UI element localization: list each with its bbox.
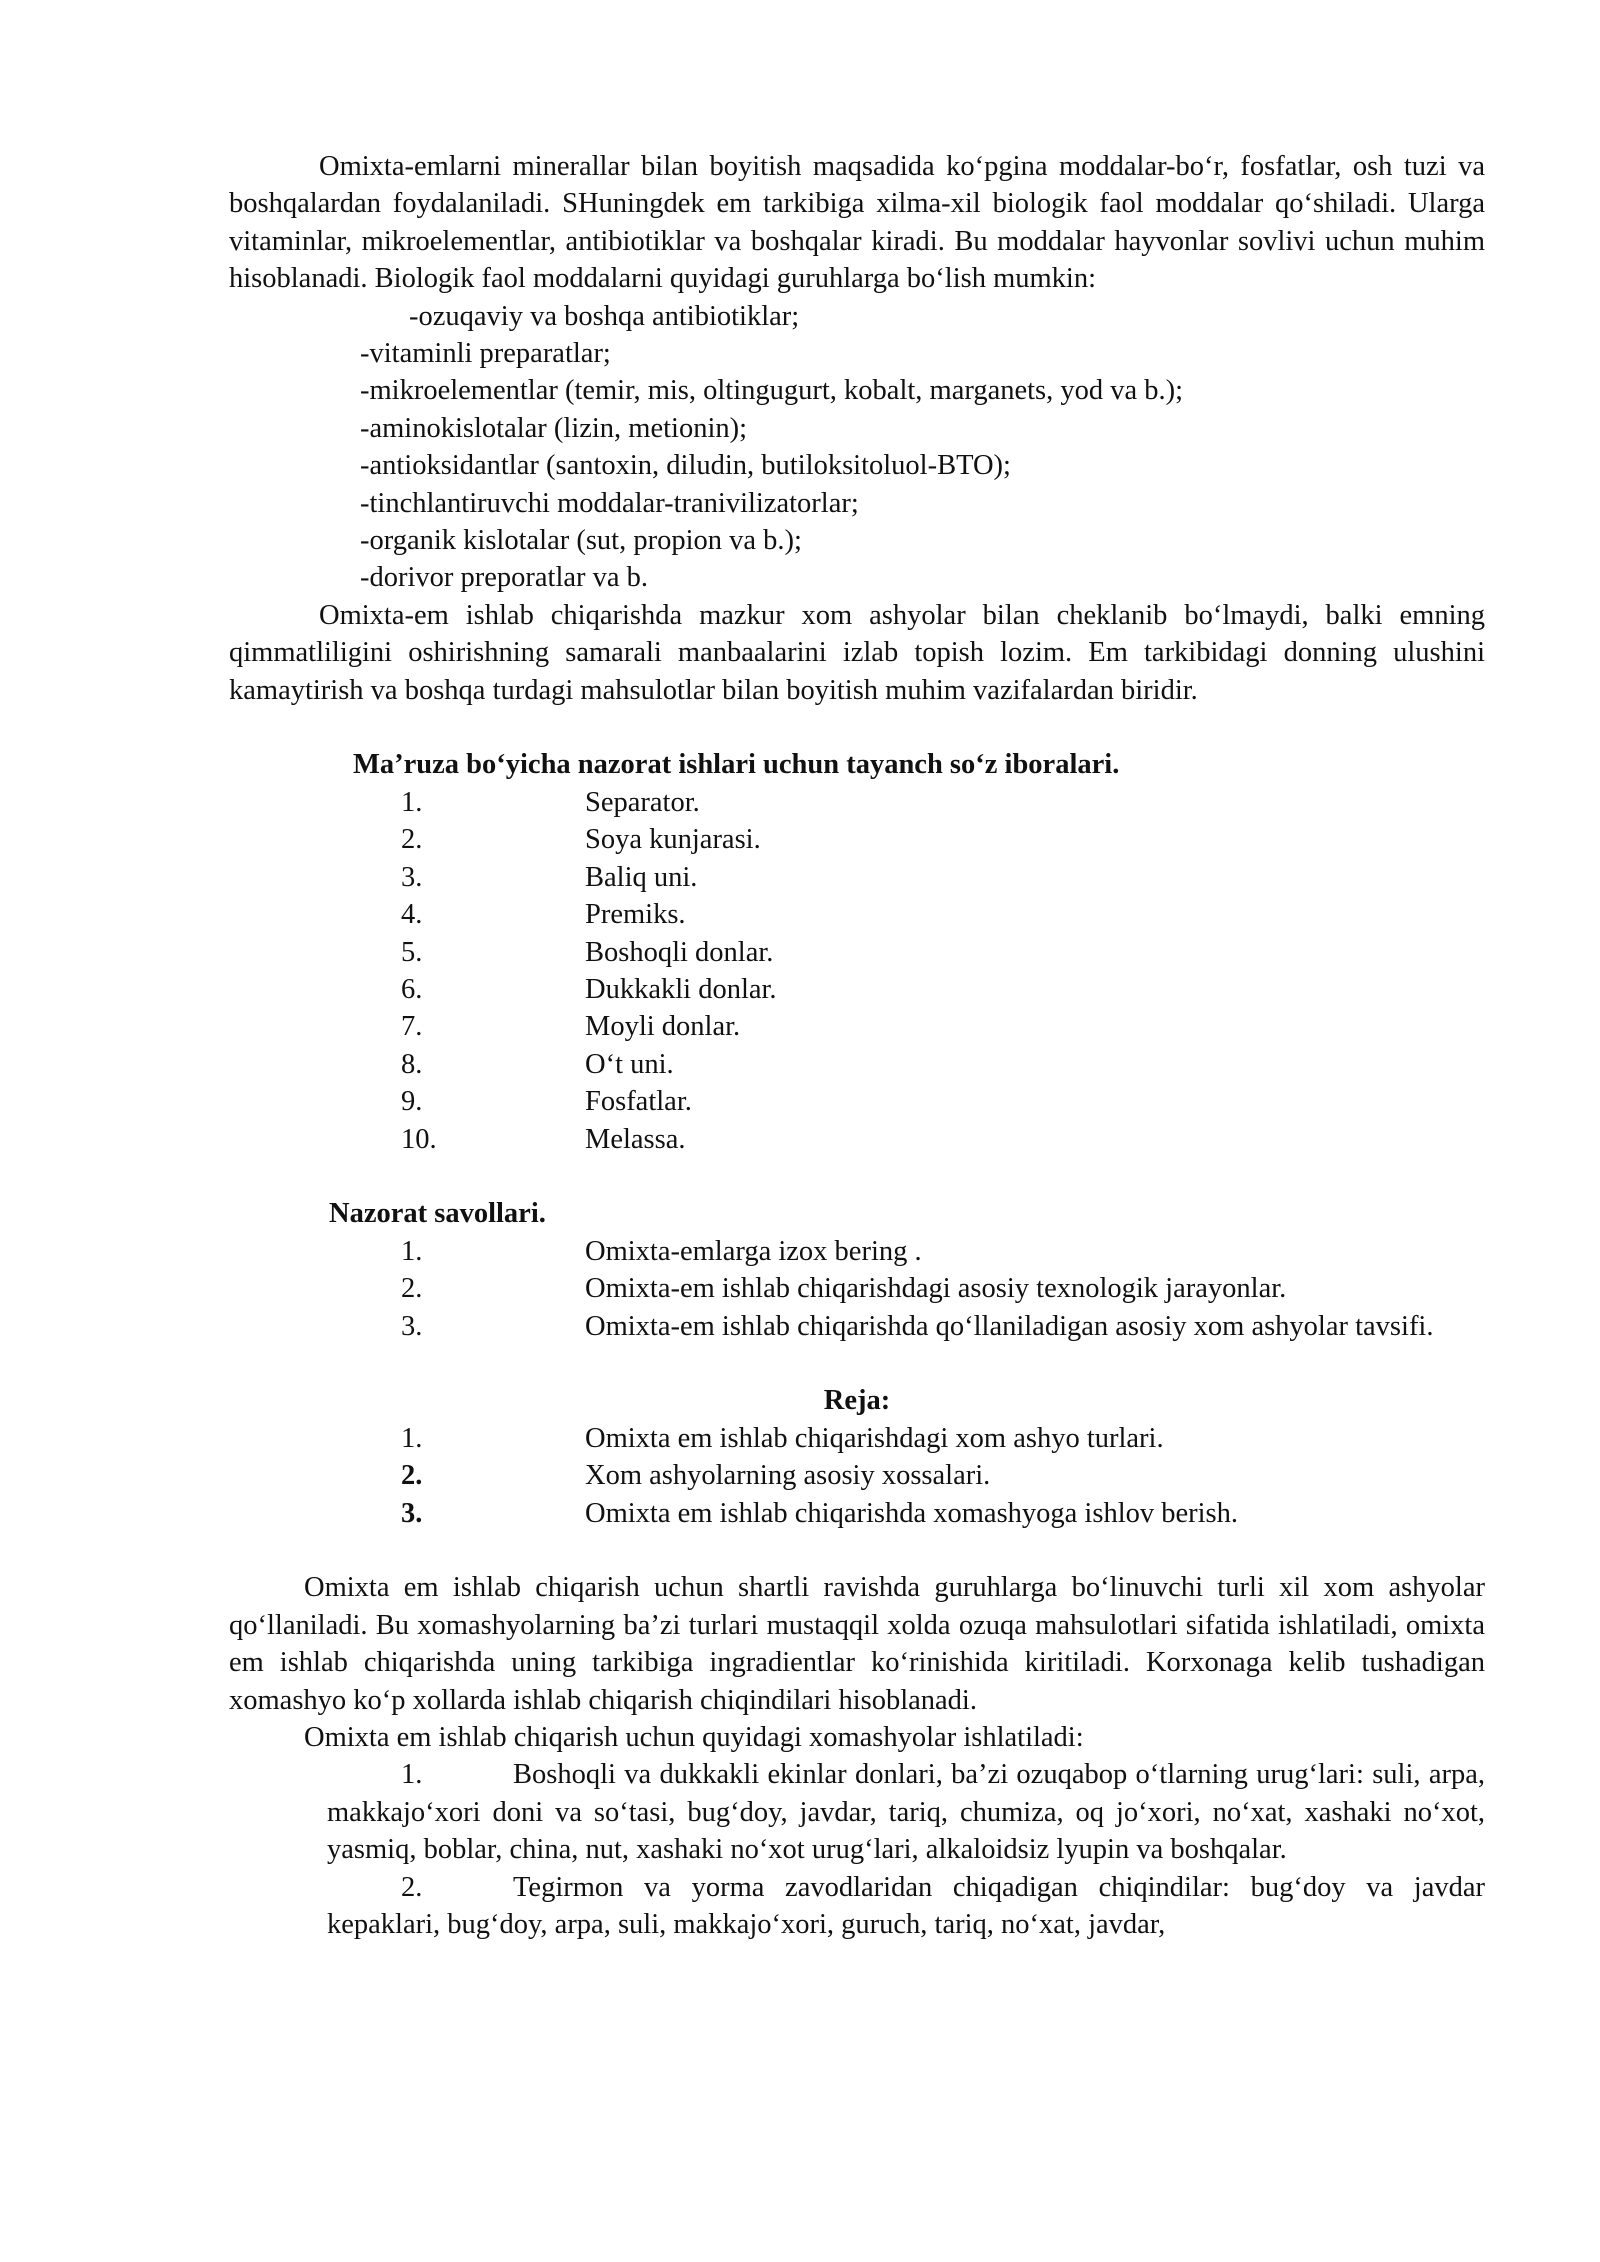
spacer (229, 709, 1485, 746)
list-item (229, 1046, 1485, 1083)
list-item (229, 1270, 1485, 1307)
bullet-item: -mikroelementlar (temir, mis, oltingugurt, kobalt, marganets, yod va b.); (360, 375, 1184, 407)
list-item (229, 1121, 1485, 1158)
list-item (229, 1457, 1485, 1494)
keywords-heading: Ma’ruza bo‘yicha nazorat ishlari uchun tayanch so‘z iboralari. (353, 749, 1120, 781)
paragraph-minerals: Omixta-emlarni minerallar bilan boyitish maqsadida ko‘pgina moddalar-bo‘r, fosfatlar, osh tuzi va boshqalardan foydalaniladi. SHuningdek em tarkibiga xilma-xil biologik faol moddalar qo‘shiladi. Ularga vitaminlar, mikroelementlar, antibiotiklar va boshqalar kiradi. Bu moddalar hayvonlar sovlivi uchun muhim hisoblanadi. Biologik faol moddalarni quyidagi guruhlarga bo‘lish mumkin: (229, 151, 1485, 295)
list-text: Melassa. (585, 1123, 686, 1155)
plan-list (229, 1420, 1485, 1532)
bullet-item: -dorivor preporatlar va b. (360, 562, 649, 594)
list-text: Soya kunjarasi. (585, 824, 761, 856)
list-item (229, 934, 1485, 971)
material-item (229, 1869, 1485, 1944)
list-text: Omixta em ishlab chiqarishdagi xom ashyo turlari. (585, 1422, 1164, 1454)
list-number: 6. (401, 973, 423, 1005)
bioactive-groups-list (229, 298, 1485, 597)
list-text: Tegirmon va yorma zavodlaridan chiqadigan chiqindilar: bug‘doy va javdar kepaklari, bug‘doy, arpa, suli, makkajo‘xori, guruch, tariq, no‘xat, javdar, (327, 1871, 1485, 1941)
list-number: 7. (401, 1011, 423, 1043)
list-text: Premiks. (585, 899, 686, 931)
materials-list (229, 1756, 1485, 1943)
list-number: 10. (401, 1123, 437, 1155)
list-number: 2. (401, 1460, 423, 1492)
list-item (229, 1420, 1485, 1457)
spacer (229, 1158, 1485, 1195)
bullet-item: -organik kislotalar (sut, propion va b.); (360, 525, 802, 557)
list-text: Omixta-emlarga izox bering . (585, 1235, 922, 1267)
paragraph-production: Omixta-em ishlab chiqarishda mazkur xom ashyolar bilan cheklanib bo‘lmaydi, balki emning qimmatliligini oshirishning samarali manbaalarini izlab topish lozim. Em tarkibidagi donning ulushini kamaytirish va boshqa turdagi mahsulotlar bilan boyitish muhim vazifalardan biridir. (229, 599, 1485, 706)
list-number: 9. (401, 1086, 423, 1118)
list-number: 3. (401, 861, 423, 893)
list-number: 2. (401, 1871, 423, 1903)
list-item (229, 1008, 1485, 1045)
list-number: 2. (401, 824, 423, 856)
list-text: Omixta em ishlab chiqarishda xomashyoga ishlov berish. (585, 1497, 1239, 1529)
paragraph-materials-intro: Omixta em ishlab chiqarish uchun quyidagi xomashyolar ishlatiladi: (304, 1722, 1084, 1753)
bullet-item: -vitaminli preparatlar; (360, 338, 611, 370)
list-text: Separator. (585, 786, 700, 818)
list-item (229, 971, 1485, 1008)
plan-heading: Reja: (823, 1385, 891, 1417)
list-item (229, 859, 1485, 896)
spacer (229, 1532, 1485, 1569)
document-page (229, 148, 1485, 1943)
list-text: Xom ashyolarning asosiy xossalari. (585, 1460, 991, 1492)
list-text: Boshoqli va dukkakli ekinlar donlari, ba’zi ozuqabop o‘tlarning urug‘lari: suli, arpa, makkajo‘xori doni va so‘tasi, bug‘doy, javdar, tariq, chumiza, oq jo‘xori, no‘xat, xashaki no‘xot, yasmiq, boblar, china, nut, xashaki no‘xot urug‘lari, alkaloidsiz lyupin va boshqalar. (327, 1759, 1485, 1866)
list-text: O‘t uni. (585, 1048, 674, 1080)
list-number: 3. (401, 1497, 423, 1529)
list-text: Boshoqli donlar. (585, 936, 774, 968)
bullet-item: -tinchlantiruvchi moddalar-tranivilizatorlar; (360, 487, 859, 519)
list-item (229, 784, 1485, 821)
bullet-item: -aminokislotalar (lizin, metionin); (360, 412, 748, 444)
questions-heading: Nazorat savollari. (329, 1198, 546, 1230)
bullet-item: -antioksidantlar (santoxin, diludin, butiloksitoluol-BTO); (360, 450, 1011, 482)
spacer (229, 1345, 1485, 1382)
keywords-list (229, 784, 1485, 1158)
list-item (229, 1308, 1485, 1345)
list-number: 1. (401, 1235, 423, 1267)
paragraph-raw-materials: Omixta em ishlab chiqarish uchun shartli ravishda guruhlarga bo‘linuvchi turli xil xom ashyolar qo‘llaniladi. Bu xomashyolarning ba’zi turlari mustaqqil xolda ozuqa mahsulotlari sifatida ishlatiladi, omixta em ishlab chiqarishda uning tarkibiga ingradientlar ko‘rinishida kiritiladi. Korxonaga kelib tushadigan xomashyo ko‘p xollarda ishlab chiqarish chiqindilari hisoblanadi. (229, 1572, 1485, 1716)
list-item (229, 1233, 1485, 1270)
list-number: 5. (401, 936, 423, 968)
list-number: 8. (401, 1048, 423, 1080)
list-number: 1. (401, 1759, 423, 1791)
list-text: Baliq uni. (585, 861, 698, 893)
questions-list (229, 1233, 1485, 1345)
list-number: 3. (401, 1310, 423, 1342)
list-text: Omixta-em ishlab chiqarishda qo‘llaniladigan asosiy xom ashyolar tavsifi. (585, 1310, 1434, 1342)
bullet-item: -ozuqaviy va boshqa antibiotiklar; (409, 300, 800, 332)
list-text: Dukkakli donlar. (585, 973, 777, 1005)
material-item (229, 1756, 1485, 1868)
list-number: 2. (401, 1273, 423, 1305)
list-item (229, 1083, 1485, 1120)
list-number: 4. (401, 899, 423, 931)
list-item (229, 896, 1485, 933)
list-text: Fosfatlar. (585, 1086, 692, 1118)
list-text: Moyli donlar. (585, 1011, 741, 1043)
list-item (229, 1495, 1485, 1532)
list-number: 1. (401, 786, 423, 818)
list-text: Omixta-em ishlab chiqarishdagi asosiy texnologik jarayonlar. (585, 1273, 1287, 1305)
list-item (229, 821, 1485, 858)
list-number: 1. (401, 1422, 423, 1454)
